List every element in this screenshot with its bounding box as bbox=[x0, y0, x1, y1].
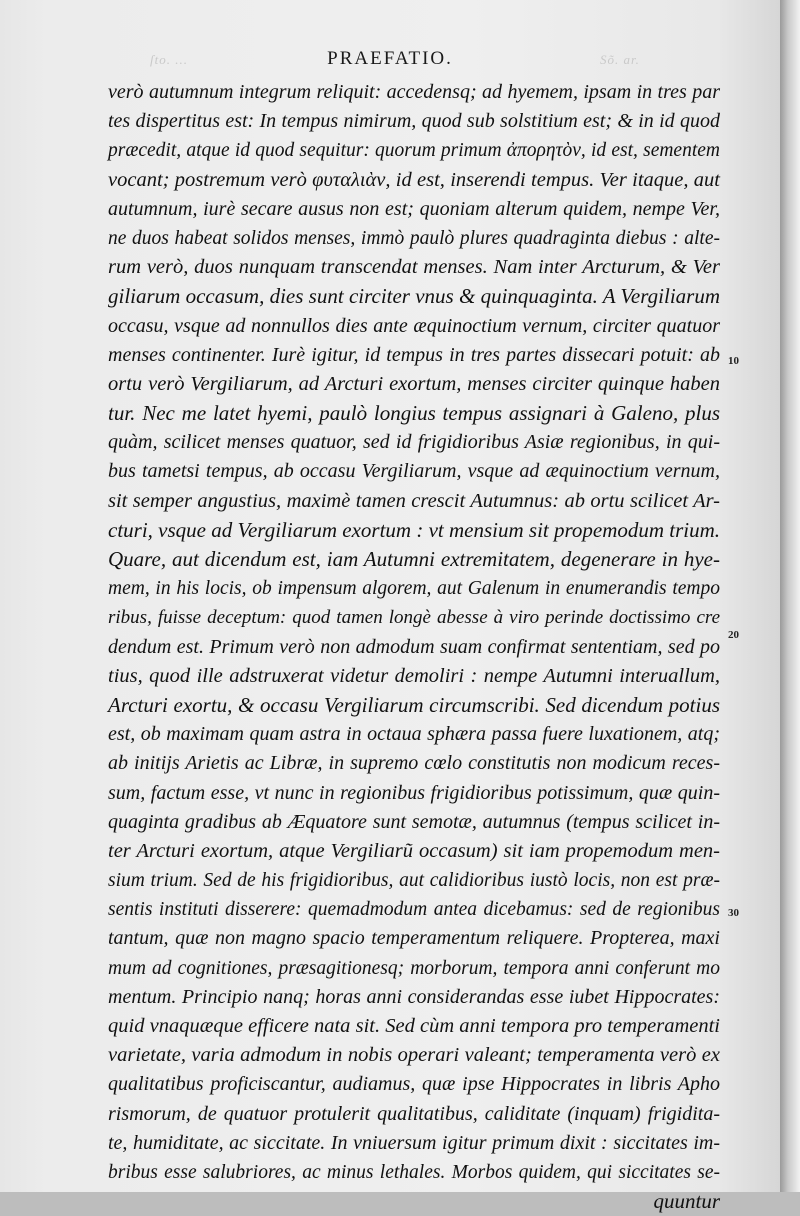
text-line: sium trium. Sed de his frigidioribus, aut calidioribus iustò locis, non est præ- bbox=[108, 870, 720, 892]
bleed-through-mark: ſto. ... bbox=[150, 52, 188, 67]
text-line: rum verò, duos nunquam transcendat menses. Nam inter Arcturum, & Ver bbox=[108, 256, 720, 279]
text-line: te, humiditate, ac siccitate. In vniuersum igitur primum dixit : siccitates im- bbox=[108, 1131, 720, 1154]
text-line: vocant; postremum verò φυταλιὰν, id est, inserendi tempus. Ver itaque, aut bbox=[108, 168, 720, 191]
text-line: quàm, scilicet menses quatuor, sed id frigidioribus Asiæ regionibus, in qui- bbox=[108, 431, 720, 454]
text-line: bus tametsi tempus, ab occasu Vergiliarum, vsque ad æquinoctium vernum, bbox=[108, 460, 720, 483]
text-line: ortu verò Vergiliarum, ad Arcturi exortum, menses circiter quinque haben bbox=[108, 372, 720, 395]
text-line: est, ob maximam quam astra in octaua sphæra passa fuere luxationem, atq; bbox=[108, 723, 720, 746]
line-number-30: 30 bbox=[728, 907, 739, 919]
text-line: bribus esse salubriores, ac minus lethales. Morbos quidem, qui siccitates se- bbox=[108, 1161, 720, 1183]
line-number-20: 20 bbox=[728, 629, 739, 641]
text-line: mentum. Principio nanq; horas anni considerandas esse iubet Hippocrates: bbox=[108, 985, 720, 1008]
page-edge bbox=[780, 0, 800, 1192]
text-line: mem, in his locis, ob impensum algorem, aut Galenum in enumerandis tempo bbox=[108, 578, 720, 600]
text-line: quuntur bbox=[653, 1189, 720, 1214]
text-line: ab initijs Arietis ac Libræ, in supremo cœlo constitutis non modicum reces- bbox=[108, 752, 720, 775]
text-line: menses continenter. Iurè igitur, id tempus in tres partes dissecari potuit: ab bbox=[108, 343, 720, 366]
text-line: mum ad cognitiones, præsagitionesq; morborum, tempora anni conferunt mo bbox=[108, 957, 720, 979]
text-line: cturi, vsque ad Vergiliarum exortum : vt mensium sit propemodum trium. bbox=[108, 517, 721, 542]
bleed-through-mark: Sõ. ar. bbox=[600, 52, 640, 67]
text-line: varietate, varia admodum in nobis operari valeant; temperamenta verò ex bbox=[108, 1044, 720, 1067]
text-line: tes dispertitus est: In tempus nimirum, quod sub solstitium est; & in id quod bbox=[108, 110, 720, 133]
line-number-10: 10 bbox=[728, 355, 739, 367]
text-line: Quare, aut dicendum est, iam Autumni extremitatem, degenerare in hye- bbox=[108, 547, 720, 571]
text-line: ne duos habeat solidos menses, immò paulò plures quadraginta diebus : alte- bbox=[108, 227, 720, 249]
text-line: qualitatibus proficiscantur, audiamus, quæ ipse Hippocrates in libris Apho bbox=[108, 1073, 720, 1096]
text-line: sum, factum esse, vt nunc in regionibus frigidioribus potissimum, quæ quin- bbox=[108, 781, 720, 804]
text-line: Arcturi exortu, & occasu Vergiliarum circumscribi. Sed dicendum potius bbox=[108, 692, 720, 717]
text-line: rismorum, de quatuor protulerit qualitatibus, caliditate (inquam) frigidita- bbox=[108, 1102, 720, 1125]
text-line: tius, quod ille adstruxerat videtur demoliri : nempe Autumni interuallum, bbox=[108, 664, 720, 687]
text-line: tantum, quæ non magno spacio temperamentum reliquere. Propterea, maxi bbox=[108, 927, 720, 950]
page-header: PRAEFATIO. bbox=[327, 48, 453, 69]
text-line: autumnum, iurè secare ausus non est; quoniam alterum quidem, nempe Ver, bbox=[108, 197, 720, 220]
text-line: verò autumnum integrum reliquit: accedensq; ad hyemem, ipsam in tres par bbox=[108, 81, 720, 103]
text-line: tur. Nec me latet hyemi, paulò longius tempus assignari à Galeno, plus bbox=[108, 401, 720, 426]
text-line: ribus, fuisse deceptum: quod tamen longè abesse à viro perinde doctissimo cre bbox=[108, 607, 720, 629]
text-line: quaginta gradibus ab Æquatore sunt semotæ, autumnus (tempus scilicet in- bbox=[108, 810, 720, 833]
text-line: sentis instituti disserere: quemadmodum antea dicebamus: sed de regionibus bbox=[108, 899, 720, 921]
text-line: præcedit, atque id quod sequitur: quorum primum ἀπορητὸν, id est, sementem bbox=[108, 140, 720, 162]
text-line: ter Arcturi exortum, atque Vergiliarũ occasum) sit iam propemodum men- bbox=[108, 839, 720, 862]
text-line: occasu, vsque ad nonnullos dies ante æquinoctium vernum, circiter quatuor bbox=[108, 314, 720, 337]
text-line: quid vnaquæque efficere nata sit. Sed cùm anni tempora pro temperamenti bbox=[108, 1015, 720, 1037]
text-line: dendum est. Primum verò non admodum suam confirmat sententiam, sed po bbox=[108, 635, 720, 658]
text-line: sit semper angustius, maximè tamen crescit Autumnus: ab ortu scilicet Ar- bbox=[108, 489, 720, 512]
body-text bbox=[108, 78, 720, 1216]
text-line: giliarum occasum, dies sunt circiter vnus & quinquaginta. A Vergiliarum bbox=[108, 284, 720, 309]
